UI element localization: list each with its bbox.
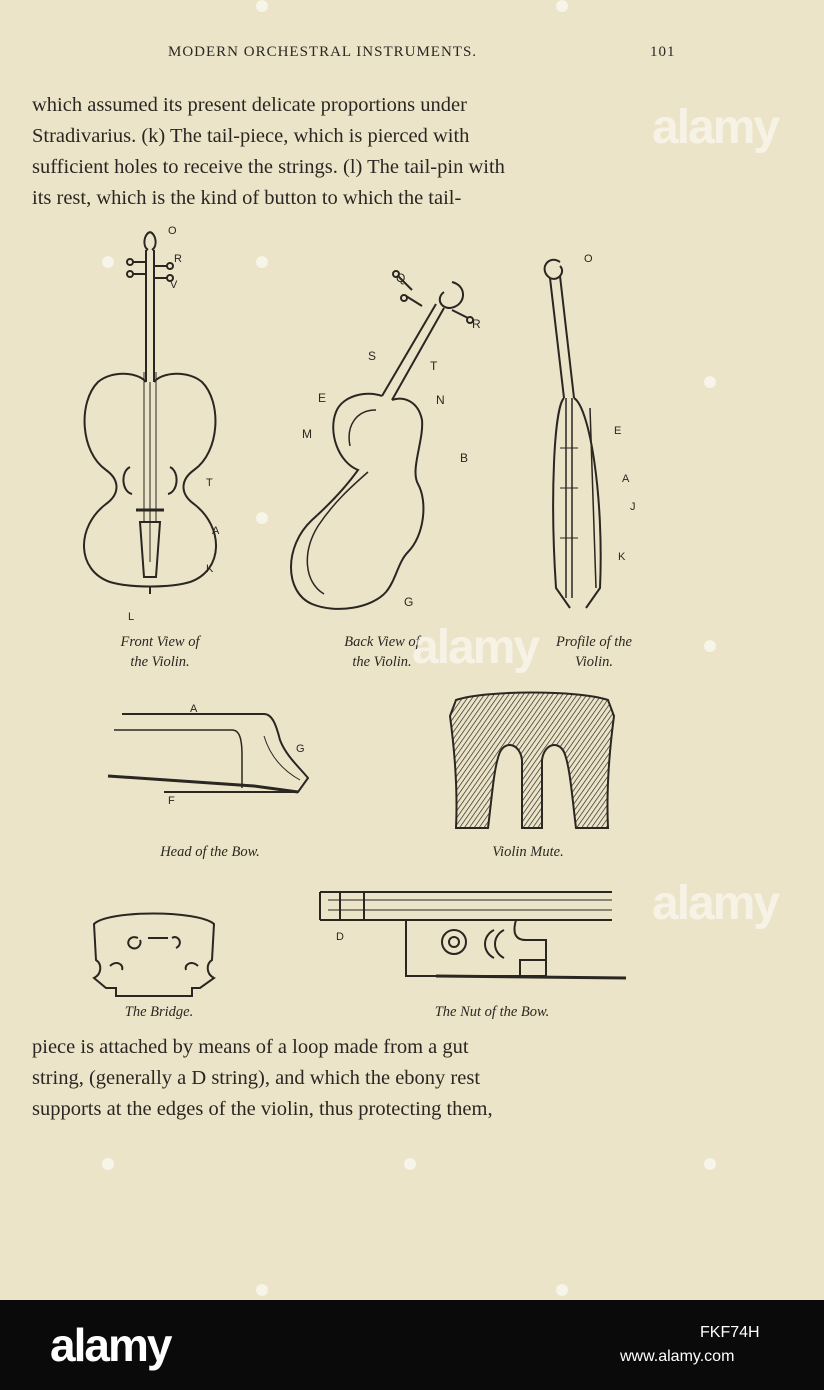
stock-footer-bar: [0, 1300, 824, 1390]
back-label-m: M: [302, 427, 312, 441]
text-line: sufficient holes to receive the strings. (l) The tail-pin with: [32, 156, 505, 178]
front-label-k: K: [206, 563, 214, 575]
front-label-a: A: [212, 525, 220, 537]
caption-back-view: Back View of the Violin.: [344, 634, 420, 670]
profile-label-k: K: [618, 551, 626, 563]
watermark-dot: [704, 376, 716, 388]
watermark-dot: [102, 1158, 114, 1170]
alamy-logo: alamy: [50, 1319, 171, 1371]
front-view-illustration: [70, 222, 230, 622]
bridge-illustration: [88, 904, 220, 1000]
watermark: alamy: [652, 101, 779, 154]
back-view-illustration: [272, 262, 492, 612]
text-line: Stradivarius. (k) The tail-piece, which is pierced with: [32, 125, 470, 147]
image-id: FKF74H: [700, 1324, 760, 1341]
text-line: its rest, which is the kind of button to which the tail-: [32, 187, 462, 209]
back-label-b: B: [460, 451, 469, 465]
back-label-r: R: [472, 317, 481, 331]
paragraph-bottom: [32, 1032, 688, 1125]
watermark: alamy: [652, 877, 779, 930]
profile-label-j: J: [630, 501, 636, 513]
front-label-o: O: [168, 225, 177, 237]
profile-label-o: O: [584, 253, 593, 265]
watermark-dot: [256, 256, 268, 268]
watermark-dot: [102, 256, 114, 268]
text-line: supports at the edges of the violin, thus protecting them,: [32, 1098, 493, 1120]
running-title: MODERN ORCHESTRAL INSTRUMENTS.: [168, 44, 478, 60]
watermark-dot: [704, 1158, 716, 1170]
watermark-dot: [556, 1284, 568, 1296]
bow-head-illustration: [104, 696, 314, 806]
watermark-dot: [704, 640, 716, 652]
caption-bow-head: Head of the Bow.: [160, 844, 260, 860]
caption-profile: Profile of the Violin.: [556, 634, 632, 670]
paragraph-top: [32, 90, 688, 214]
back-label-g: G: [404, 595, 414, 609]
front-label-t: T: [206, 477, 213, 489]
caption-bridge: The Bridge.: [124, 1004, 194, 1020]
profile-label-a: A: [622, 473, 630, 485]
back-label-e: E: [318, 391, 327, 405]
front-label-r: R: [174, 253, 182, 265]
text-line: string, (generally a D string), and which the ebony rest: [32, 1067, 481, 1089]
back-label-n: N: [436, 393, 445, 407]
watermark-dot: [256, 512, 268, 524]
caption-bow-nut: The Nut of the Bow.: [434, 1004, 550, 1020]
watermark-dot: [556, 0, 568, 12]
front-label-l: L: [128, 611, 135, 623]
page-number: 101: [650, 44, 676, 60]
text-line: which assumed its present delicate proportions under: [32, 94, 467, 116]
watermark-dot: [256, 0, 268, 12]
caption-mute: Violin Mute.: [492, 844, 564, 860]
front-label-v: V: [170, 279, 178, 291]
back-label-q: Q: [396, 271, 406, 285]
bow-nut-illustration: [316, 880, 628, 996]
bow-head-label-f: F: [168, 795, 175, 807]
watermark: alamy: [412, 621, 539, 674]
bow-head-label-a: A: [190, 703, 198, 715]
text-line: piece is attached by means of a loop made from a gut: [32, 1036, 469, 1058]
caption-front-view: Front View of the Violin.: [120, 634, 200, 670]
profile-label-e: E: [614, 425, 622, 437]
bow-head-label-g: G: [296, 743, 305, 755]
site-url: www.alamy.com: [620, 1348, 735, 1365]
watermark-dot: [256, 1284, 268, 1296]
mute-illustration: [446, 686, 618, 836]
bow-nut-label-d: D: [336, 931, 344, 943]
watermark-dot: [404, 1158, 416, 1170]
back-label-t: T: [430, 359, 438, 373]
back-label-s: S: [368, 349, 377, 363]
profile-illustration: [530, 248, 650, 620]
